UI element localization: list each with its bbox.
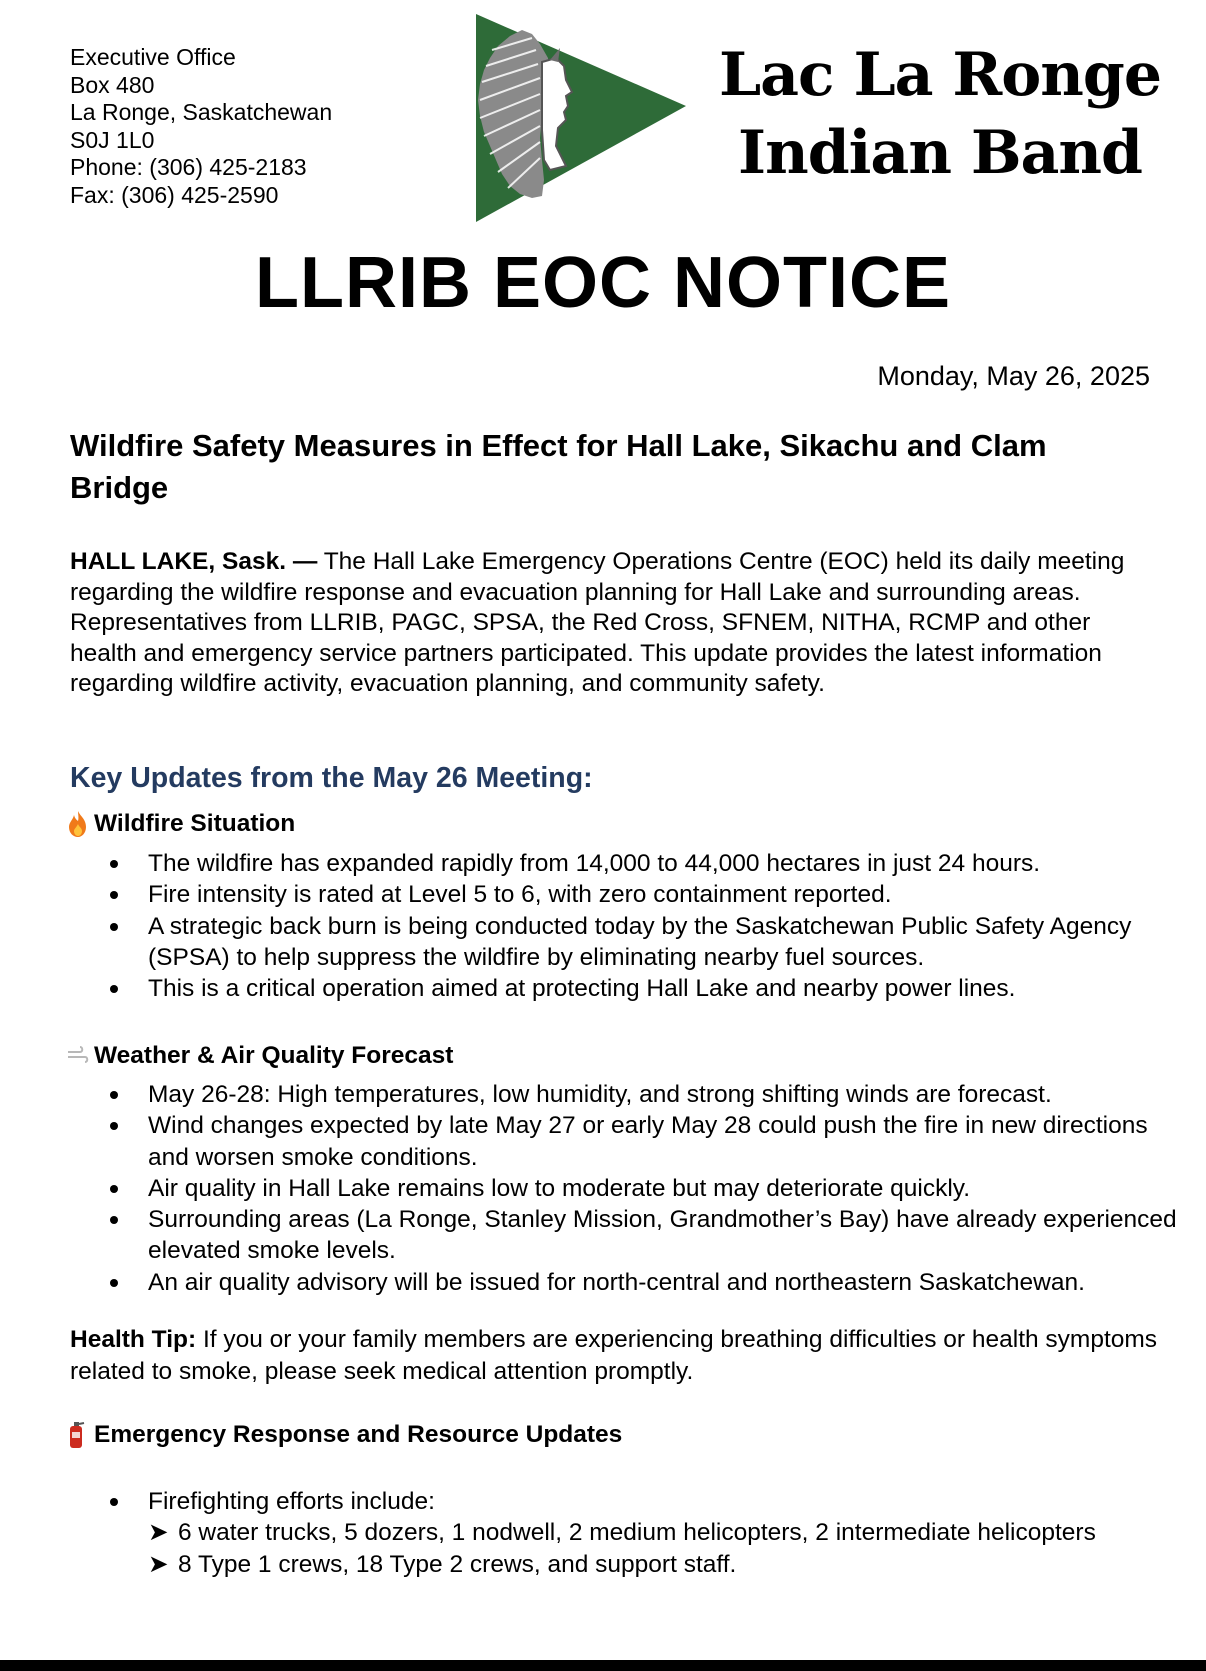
list-item: The wildfire has expanded rapidly from 14,000 to 44,000 hectares in just 24 hours. xyxy=(148,850,1041,877)
list-item: This is a critical operation aimed at protecting Hall Lake and nearby power lines. xyxy=(148,975,1016,1003)
address-line: Box 480 xyxy=(70,71,155,98)
health-tip-label: Health Tip: xyxy=(70,1326,197,1353)
weather-section-heading xyxy=(66,1040,453,1072)
list-item: Air quality in Hall Lake remains low to moderate but may deteriorate quickly. xyxy=(148,1174,971,1202)
emergency-section-heading xyxy=(66,1419,622,1451)
list-item: May 26-28: High temperatures, low humidity, and strong shifting winds are forecast. xyxy=(148,1081,1052,1108)
headline: Wildfire Safety Measures in Effect for Hall Lake, Sikachu and Clam Bridge xyxy=(70,428,1047,505)
band-name xyxy=(690,36,1190,192)
wildfire-bullets xyxy=(108,848,1183,1004)
notice-date: Monday, May 26, 2025 xyxy=(877,361,1150,391)
office-address xyxy=(70,44,332,209)
fire-icon xyxy=(66,809,94,839)
list-item: Fire intensity is rated at Level 5 to 6, with zero containment reported. xyxy=(148,881,892,909)
arrow-icon: ➤ xyxy=(148,1550,169,1578)
address-line: La Ronge, Saskatchewan xyxy=(70,99,333,125)
arrow-icon: ➤ xyxy=(148,1519,169,1547)
list-item: An air quality advisory will be issued for north-central and northeastern Saskatchewan. xyxy=(148,1268,1085,1296)
address-line: S0J 1L0 xyxy=(70,126,155,153)
list-item: A strategic back burn is being conducted today by the Saskatchewan Public Safety Agency (SPSA) to help suppress the wildfire by eliminating nearby fuel sources. xyxy=(148,912,1132,971)
wildfire-heading-text: Wildfire Situation xyxy=(94,810,296,837)
list-item xyxy=(108,1486,1183,1580)
list-item: Wind changes expected by late May 27 or early May 28 could push the fire in new directions and worsen smoke conditions. xyxy=(148,1112,1148,1171)
resource-line: ➤ 8 Type 1 crews, 18 Type 2 crews, and support staff. xyxy=(148,1549,1183,1580)
band-logo xyxy=(440,10,690,230)
lead-paragraph xyxy=(70,547,1160,700)
weather-bullets xyxy=(108,1079,1183,1298)
fax-line: Fax: (306) 425-2590 xyxy=(70,181,279,208)
fire-extinguisher-icon xyxy=(66,1420,94,1450)
resource-line: ➤ 6 water trucks, 5 dozers, 1 nodwell, 2 medium helicopters, 2 intermediate helicopters xyxy=(148,1517,1183,1548)
weather-heading-text: Weather & Air Quality Forecast xyxy=(94,1042,454,1069)
notice-title: LLRIB EOC NOTICE xyxy=(255,243,951,323)
wildfire-section-heading xyxy=(66,808,295,840)
wind-icon xyxy=(66,1041,94,1071)
emergency-bullets xyxy=(108,1486,1183,1580)
list-item: Surrounding areas (La Ronge, Stanley Mission, Grandmother’s Bay) have already experienced elevated smoke levels. xyxy=(148,1206,1177,1265)
bottom-bar xyxy=(0,1660,1206,1671)
band-name-line2: Indian Band xyxy=(738,118,1142,188)
phone-line: Phone: (306) 425-2183 xyxy=(70,154,307,180)
address-line: Executive Office xyxy=(70,44,236,70)
firefighting-intro: Firefighting efforts include: xyxy=(148,1488,435,1515)
health-tip xyxy=(70,1324,1160,1387)
health-tip-text: If you or your family members are experiencing breathing difficulties or health symptoms related to smoke, please seek medical attention promptly. xyxy=(70,1326,1158,1385)
key-updates-heading: Key Updates from the May 26 Meeting: xyxy=(70,762,593,794)
band-name-line1: Lac La Ronge xyxy=(718,40,1162,110)
dateline: HALL LAKE, Sask. — xyxy=(70,548,318,575)
emergency-heading-text: Emergency Response and Resource Updates xyxy=(94,1421,623,1448)
lead-text: The Hall Lake Emergency Operations Centre (EOC) held its daily meeting regarding the wildfire response and evacuation planning for Hall Lake and surrounding areas. Representatives from LLRIB, PAGC, SPSA, the Red Cross, SFNEM, NITHA, RCMP and other health and emergency service partners participated. This update provides the latest information regarding wildfire activity, evacuation planning, and community safety. xyxy=(70,548,1125,697)
